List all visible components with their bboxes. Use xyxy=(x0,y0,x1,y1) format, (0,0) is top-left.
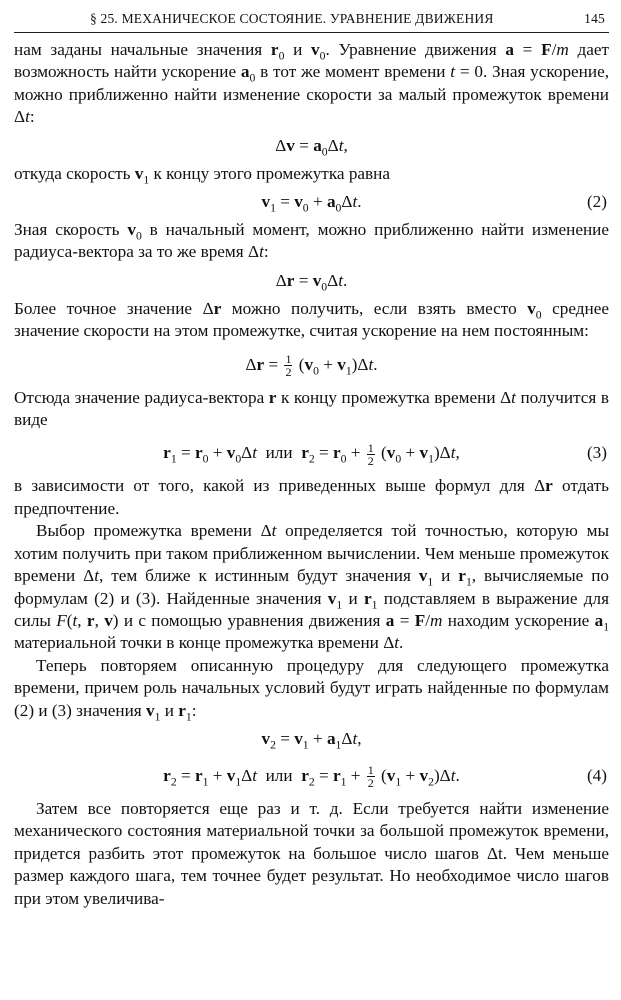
paragraph: Выбор промежутка времени Δt определяется той точностью, которую мы хотим получить при таком приближенном вычислении. Чем меньше промежуток времени Δt, тем ближе к истинным будут значения $v_1$ и $r_1$, вычисляемые по формулам (2) и (3). Найденные значения $v_1$ и $r_1$ подставляем в выражение для силы F(t, r, v) и с помощью уравнения движения a = F/m находим ускорение $a_1$ материальной точки в конце промежутка времени Δt. xyxy=(14,521,610,653)
paragraph: Затем все повторяется еще раз и т. д. Если требуется найти изменение механического состояния материальной точки за большой промежуток времени, придется разбить этот промежуток на большое число шагов Δt. Чем меньше размер каждого шага, тем точнее будет результат. Но необходимое число шагов при этом увеличива- xyxy=(14,798,609,908)
running-header xyxy=(14,6,609,33)
paragraph: Отсюда значение радиуса-вектора r к концу промежутка времени Δt получится в виде xyxy=(14,387,609,430)
paragraph: откуда скорость $v_1$ к концу этого промежутка равна xyxy=(14,163,390,187)
section-title: § 25. МЕХАНИЧЕСКОЕ СОСТОЯНИЕ. УРАВНЕНИЕ ДВИЖЕНИЯ xyxy=(90,11,494,26)
paragraph: в зависимости от того, какой из приведенных выше формул для Δr отдать предпочтение. xyxy=(14,476,609,518)
equation: $\Delta v = a_0\Delta t$, xyxy=(275,135,348,159)
equation-number: (2) xyxy=(586,192,607,212)
equation: Δr = $\frac{1}{2}$ $(v_0 + v_1)\Delta t$. xyxy=(245,352,378,380)
equation-4: $r_2 = r_1 + v_1\Delta t$ или $r_2 = r_1$ + $\frac{1}{2}$ $(v_1 + v_2)\Delta t$. (4) xyxy=(14,756,609,796)
equation: $v_2 = v_1 + a_1\Delta t$, xyxy=(261,728,362,752)
page-body xyxy=(14,39,609,910)
equation-number: (3) xyxy=(586,443,607,463)
paragraph: Более точное значение Δr можно получить, если взять вместо $v_0$ среднее значение скорости на этом промежутке, считая ускорение на нем постоянным: xyxy=(14,298,609,341)
equation-number: (4) xyxy=(586,765,607,785)
paragraph: нам заданы начальные значения $r_0$ и $v_0$. Уравнение движения a = F/m дает возможность найти ускорение $a_0$ в тот же момент времени t = 0. Зная ускорение, можно приближенно найти изменение скорости за малый промежуток времени Δt: xyxy=(14,40,610,127)
paragraph: Теперь повторяем описанную процедуру для следующего промежутка времени, причем роль начальных условий будут играть найденные по формулам (2) и (3) значения $v_1$ и $r_1$: xyxy=(14,655,609,723)
equation-2: $v_1 = v_0 + a_0\Delta t$. (2) xyxy=(14,187,609,217)
paragraph: Зная скорость $v_0$ в начальный момент, можно приближенно найти изменение радиуса-вектора за то же время Δt: xyxy=(14,220,609,262)
equation: $\Delta r = v_0\Delta t$. xyxy=(275,270,348,294)
equation-3: $r_1 = r_0 + v_0\Delta t$ или $r_2 = r_0$ + $\frac{1}{2}$ $(v_0 + v_1)\Delta t$, (3) xyxy=(14,433,609,473)
page-number: 145 xyxy=(584,11,605,26)
